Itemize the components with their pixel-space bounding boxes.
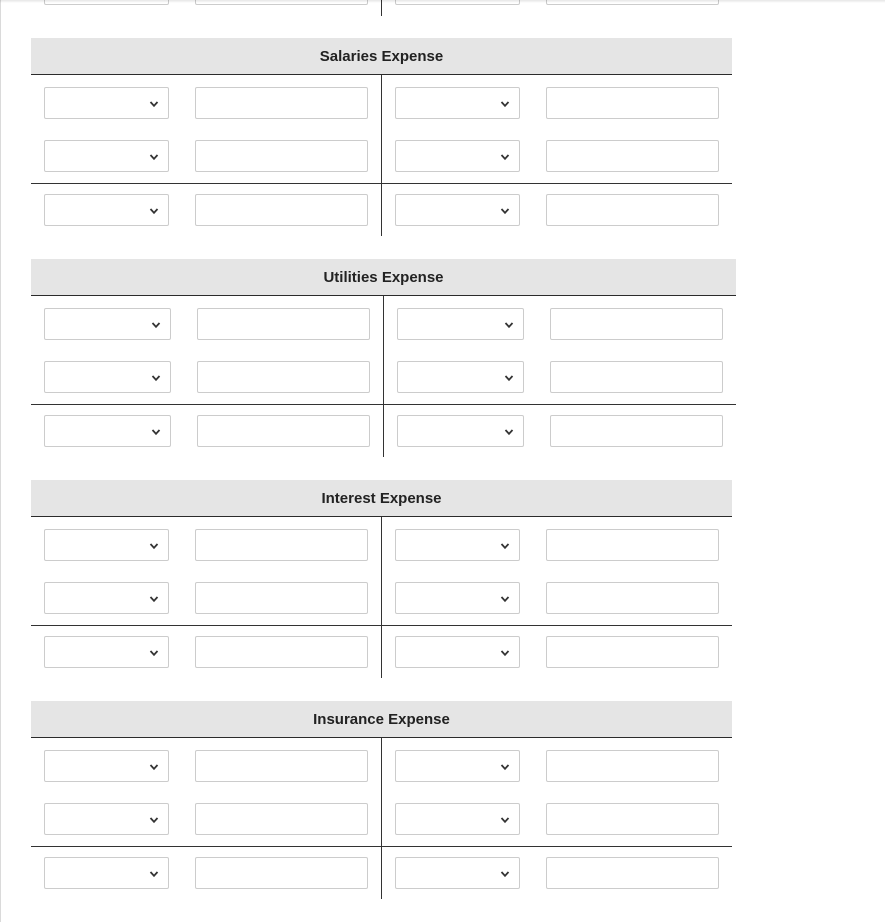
chevron-down-icon — [149, 99, 159, 109]
total-rule — [31, 404, 736, 405]
debit-account-dropdown[interactable] — [44, 582, 169, 614]
t-account-title: Utilities Expense — [323, 268, 444, 286]
t-account-divider — [381, 738, 382, 899]
chevron-down-icon — [500, 869, 510, 879]
t-account-header — [31, 38, 732, 75]
debit-amount-input[interactable] — [195, 529, 368, 561]
debit-amount-input[interactable] — [195, 140, 368, 172]
t-account-title: Salaries Expense — [319, 47, 444, 65]
chevron-down-icon — [151, 373, 161, 383]
debit-amount-input[interactable] — [197, 308, 370, 340]
credit-account-dropdown[interactable] — [397, 415, 524, 447]
t-account-header — [31, 701, 732, 738]
debit-account-dropdown[interactable] — [44, 415, 171, 447]
debit-amount-input[interactable] — [197, 415, 370, 447]
t-account-header — [31, 259, 736, 296]
total-rule — [31, 846, 732, 847]
chevron-down-icon — [504, 427, 514, 437]
credit-account-dropdown[interactable] — [395, 140, 520, 172]
chevron-down-icon — [151, 320, 161, 330]
top-scroll-shadow — [0, 0, 885, 3]
chevron-down-icon — [149, 869, 159, 879]
chevron-down-icon — [500, 762, 510, 772]
debit-account-dropdown[interactable] — [44, 803, 169, 835]
debit-account-dropdown[interactable] — [44, 87, 169, 119]
credit-account-dropdown[interactable] — [395, 582, 520, 614]
debit-amount-input[interactable] — [195, 857, 368, 889]
debit-amount-input[interactable] — [195, 750, 368, 782]
credit-amount-input[interactable] — [546, 750, 719, 782]
credit-amount-input[interactable] — [546, 636, 719, 668]
t-account-title: Insurance Expense — [313, 710, 450, 728]
credit-account-dropdown[interactable] — [395, 636, 520, 668]
debit-account-dropdown[interactable] — [44, 140, 169, 172]
credit-amount-input[interactable] — [546, 140, 719, 172]
chevron-down-icon — [504, 373, 514, 383]
credit-amount-input[interactable] — [550, 415, 723, 447]
chevron-down-icon — [151, 427, 161, 437]
debit-amount-input[interactable] — [197, 361, 370, 393]
debit-account-dropdown[interactable] — [44, 308, 171, 340]
credit-account-dropdown[interactable] — [395, 803, 520, 835]
t-account-divider — [381, 75, 382, 236]
chevron-down-icon — [500, 815, 510, 825]
credit-account-dropdown[interactable] — [397, 361, 524, 393]
page-left-border — [0, 0, 1, 922]
credit-account-dropdown[interactable] — [397, 308, 524, 340]
debit-amount-input[interactable] — [195, 582, 368, 614]
debit-amount-input[interactable] — [195, 194, 368, 226]
chevron-down-icon — [504, 320, 514, 330]
chevron-down-icon — [500, 152, 510, 162]
credit-account-dropdown[interactable] — [395, 194, 520, 226]
chevron-down-icon — [500, 594, 510, 604]
credit-amount-input[interactable] — [546, 529, 719, 561]
debit-amount-input[interactable] — [195, 636, 368, 668]
credit-amount-input[interactable] — [550, 308, 723, 340]
total-rule — [31, 183, 732, 184]
debit-account-dropdown[interactable] — [44, 529, 169, 561]
credit-amount-input[interactable] — [546, 803, 719, 835]
debit-account-dropdown[interactable] — [44, 636, 169, 668]
chevron-down-icon — [149, 206, 159, 216]
t-account-title: Interest Expense — [321, 489, 442, 507]
credit-amount-input[interactable] — [546, 582, 719, 614]
credit-amount-input[interactable] — [546, 87, 719, 119]
chevron-down-icon — [500, 206, 510, 216]
credit-account-dropdown[interactable] — [395, 750, 520, 782]
total-rule — [31, 625, 732, 626]
t-account-divider — [383, 296, 384, 457]
chevron-down-icon — [149, 815, 159, 825]
chevron-down-icon — [149, 152, 159, 162]
debit-amount-input[interactable] — [195, 87, 368, 119]
debit-account-dropdown[interactable] — [44, 857, 169, 889]
chevron-down-icon — [149, 762, 159, 772]
debit-amount-input[interactable] — [195, 803, 368, 835]
credit-amount-input[interactable] — [546, 857, 719, 889]
debit-account-dropdown[interactable] — [44, 194, 169, 226]
credit-amount-input[interactable] — [546, 194, 719, 226]
chevron-down-icon — [500, 541, 510, 551]
t-account-divider — [381, 517, 382, 678]
chevron-down-icon — [149, 594, 159, 604]
chevron-down-icon — [500, 99, 510, 109]
credit-account-dropdown[interactable] — [395, 857, 520, 889]
debit-account-dropdown[interactable] — [44, 361, 171, 393]
credit-amount-input[interactable] — [550, 361, 723, 393]
chevron-down-icon — [149, 648, 159, 658]
debit-account-dropdown[interactable] — [44, 750, 169, 782]
credit-account-dropdown[interactable] — [395, 87, 520, 119]
chevron-down-icon — [500, 648, 510, 658]
t-account-header — [31, 480, 732, 517]
credit-account-dropdown[interactable] — [395, 529, 520, 561]
chevron-down-icon — [149, 541, 159, 551]
